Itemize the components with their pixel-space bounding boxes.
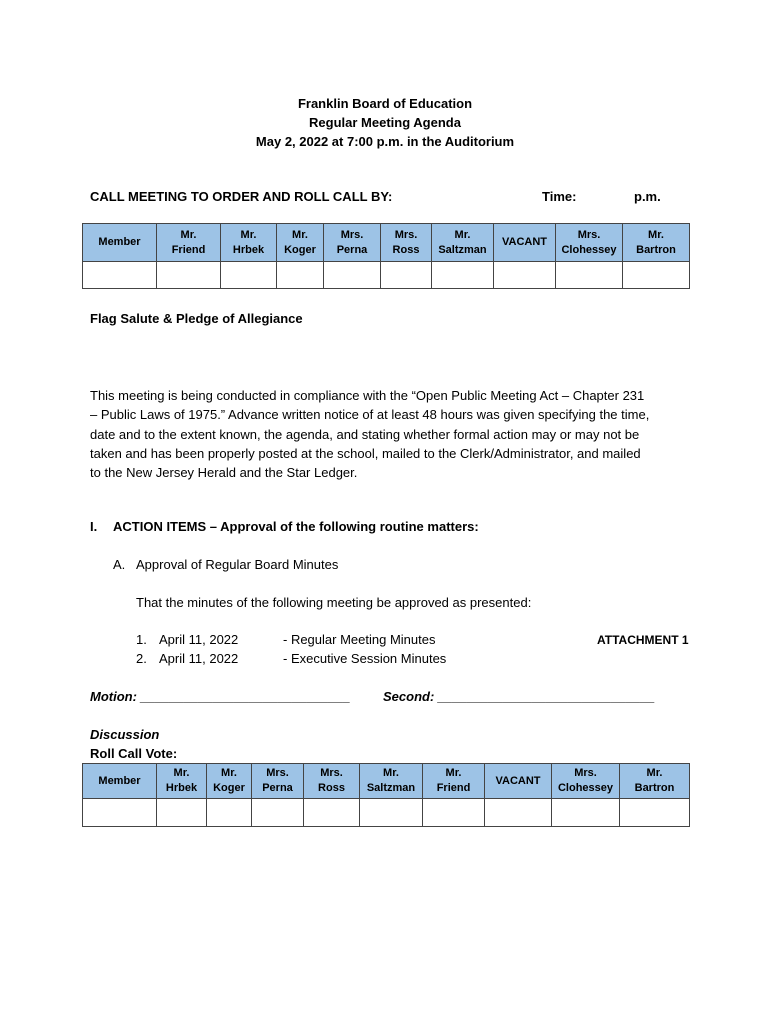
minutes-item-desc: - Regular Meeting Minutes xyxy=(283,632,436,647)
minutes-item-desc: - Executive Session Minutes xyxy=(283,651,447,666)
member-cell: Mrs. Clohessey xyxy=(556,224,623,262)
vote-cell[interactable] xyxy=(423,799,485,827)
vote-cell[interactable] xyxy=(157,799,207,827)
header-line-2: Regular Meeting Agenda xyxy=(309,115,461,130)
roll-table-1-header-row xyxy=(83,224,690,262)
vote-cell[interactable] xyxy=(207,799,252,827)
document-header xyxy=(0,94,770,151)
discussion-heading: Discussion xyxy=(90,727,160,742)
vote-cell[interactable] xyxy=(304,799,360,827)
vote-cell[interactable] xyxy=(360,799,423,827)
member-header: Member xyxy=(83,764,157,799)
member-cell: Mr. Saltzman xyxy=(432,224,494,262)
vacant-cell: VACANT xyxy=(485,764,552,799)
member-cell: Mrs. Ross xyxy=(304,764,360,799)
vote-cell[interactable] xyxy=(556,262,623,289)
vote-cell[interactable] xyxy=(494,262,556,289)
member-cell: Mr. Hrbek xyxy=(157,764,207,799)
member-cell: Mr. Koger xyxy=(277,224,324,262)
vote-cell[interactable] xyxy=(552,799,620,827)
compliance-line: to the New Jersey Herald and the Star Ledger. xyxy=(90,465,358,481)
vote-cell[interactable] xyxy=(485,799,552,827)
vote-cell[interactable] xyxy=(277,262,324,289)
member-cell: Mrs. Perna xyxy=(252,764,304,799)
vacant-cell: VACANT xyxy=(494,224,556,262)
member-cell: Mr. Bartron xyxy=(623,224,690,262)
member-cell: Mrs. Clohessey xyxy=(552,764,620,799)
motion-line: Motion: _____________________________ xyxy=(90,689,351,704)
call-to-order-label: CALL MEETING TO ORDER AND ROLL CALL BY: xyxy=(90,189,393,204)
section-numeral: I. xyxy=(90,519,98,534)
vote-cell[interactable] xyxy=(324,262,381,289)
section-title: ACTION ITEMS – Approval of the following routine matters: xyxy=(113,519,479,534)
vote-cell[interactable] xyxy=(157,262,221,289)
member-cell: Mr. Koger xyxy=(207,764,252,799)
vote-cell[interactable] xyxy=(252,799,304,827)
vote-cell[interactable] xyxy=(83,262,157,289)
compliance-line: date and to the extent known, the agenda, and stating whether formal action may or may not be xyxy=(90,426,640,442)
roll-table-2-header-row xyxy=(83,764,690,799)
vote-cell[interactable] xyxy=(83,799,157,827)
compliance-line: This meeting is being conducted in compliance with the “Open Public Meeting Act – Chapter 231 xyxy=(90,388,645,403)
roll-call-table-2 xyxy=(82,763,690,827)
member-cell: Mr. Friend xyxy=(157,224,221,262)
vote-cell[interactable] xyxy=(620,799,690,827)
pm-label: p.m. xyxy=(634,189,661,204)
time-label: Time: xyxy=(542,189,577,204)
roll-call-table-1 xyxy=(82,223,690,289)
minutes-item-number: 2. xyxy=(136,651,147,666)
item-a-letter: A. xyxy=(113,557,126,572)
attachment-label: ATTACHMENT 1 xyxy=(597,633,689,647)
roll-table-2-vote-row xyxy=(83,799,690,827)
item-a-description: That the minutes of the following meeting be approved as presented: xyxy=(136,595,532,610)
minutes-item-number: 1. xyxy=(136,632,147,647)
vote-cell[interactable] xyxy=(623,262,690,289)
item-a-title: Approval of Regular Board Minutes xyxy=(136,557,339,572)
compliance-paragraph xyxy=(90,386,682,482)
vote-cell[interactable] xyxy=(221,262,277,289)
header-line-1: Franklin Board of Education xyxy=(297,96,473,111)
second-line: Second: ______________________________ xyxy=(383,689,655,704)
member-cell: Mr. Saltzman xyxy=(360,764,423,799)
member-cell: Mr. Bartron xyxy=(620,764,690,799)
flag-salute-heading: Flag Salute & Pledge of Allegiance xyxy=(90,311,303,326)
minutes-item-date: April 11, 2022 xyxy=(159,632,239,647)
member-cell: Mr. Hrbek xyxy=(221,224,277,262)
compliance-line: taken and has been properly posted at the school, mailed to the Clerk/Administrator, and mailed xyxy=(90,445,641,461)
member-header: Member xyxy=(83,224,157,262)
member-cell: Mrs. Perna xyxy=(324,224,381,262)
compliance-line: – Public Laws of 1975.” Advance written notice of at least 48 hours was given specifying the time, xyxy=(90,407,650,423)
roll-call-vote-heading: Roll Call Vote: xyxy=(90,746,178,761)
vote-cell[interactable] xyxy=(432,262,494,289)
member-cell: Mrs. Ross xyxy=(381,224,432,262)
header-line-3: May 2, 2022 at 7:00 p.m. in the Auditorium xyxy=(255,134,515,149)
vote-cell[interactable] xyxy=(381,262,432,289)
minutes-item-date: April 11, 2022 xyxy=(159,651,239,666)
member-cell: Mr. Friend xyxy=(423,764,485,799)
roll-table-1-vote-row xyxy=(83,262,690,289)
